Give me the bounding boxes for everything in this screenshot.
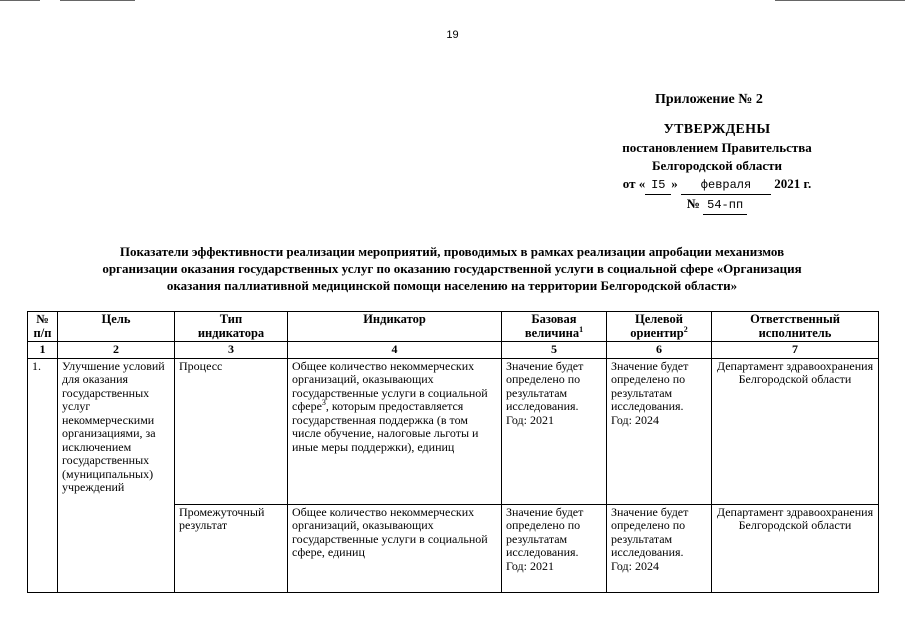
column-number: 1 — [28, 342, 58, 359]
row-indicator: Общее количество некоммерческих организаций, оказывающих государственные услуги в социальной сфере$^3$, которым предоставляется государственная поддержка (в том числе обучение, налоговые льготы и иные меры поддержки), единиц — [288, 358, 502, 504]
column-number: 4 — [288, 342, 502, 359]
column-number: 6 — [607, 342, 712, 359]
approval-title: УТВЕРЖДЕНЫ — [663, 122, 771, 137]
date-mid: » — [671, 176, 678, 191]
row-type: Процесс — [175, 358, 288, 504]
document-number: 54-пп — [703, 196, 747, 215]
row-target: Значение будет определено по результатам исследования. Год: 2024 — [607, 358, 712, 504]
header-type: Тип индикатора — [175, 312, 288, 342]
approval-number — [597, 195, 837, 215]
row-executor: Департамент здравоохранения Белгородской области — [712, 358, 879, 504]
row-executor: Департамент здравоохранения Белгородской области — [712, 504, 879, 592]
appendix-label: Приложение № 2 — [655, 92, 763, 107]
approval-date — [597, 175, 837, 195]
column-number: 7 — [712, 342, 879, 359]
header-goal: Цель — [58, 312, 175, 342]
title-line-1: Показатели эффективности реализации мероприятий, проводимых в рамках реализации апробации механизмов — [119, 244, 785, 259]
row-number: 1. — [28, 358, 58, 592]
scan-edge-line — [775, 0, 905, 1]
row-indicator: Общее количество некоммерческих организаций, оказывающих государственные услуги в социальной сфере, единиц — [288, 504, 502, 592]
column-number: 5 — [502, 342, 607, 359]
row-type: Промежуточный результат — [175, 504, 288, 592]
title-line-2: организации оказания государственных услуг по оказанию государственной услуги в социальной сфере «Организация — [102, 261, 802, 276]
column-number-row — [28, 342, 879, 359]
footnote-mark: 3 — [321, 398, 326, 407]
row-target: Значение будет определено по результатам исследования. Год: 2024 — [607, 504, 712, 592]
header-indicator: Индикатор — [288, 312, 502, 342]
scan-edge-line — [0, 0, 40, 1]
document-title — [22, 243, 882, 294]
approval-line-1: постановлением Правительства — [622, 140, 812, 155]
header-executor: Ответственный исполнитель — [712, 312, 879, 342]
date-prefix: от « — [622, 176, 646, 191]
date-month: февраля — [681, 176, 771, 195]
row-base-value: Значение будет определено по результатам исследования. Год: 2021 — [502, 504, 607, 592]
row-goal: Улучшение условий для оказания государственных услуг некоммерческими организациями, за исключением государственных (муниципальных) учреждений — [58, 358, 175, 592]
scan-edge-line — [60, 0, 135, 1]
column-number: 2 — [58, 342, 175, 359]
header-base-value: Базовая величина$^1$ — [502, 312, 607, 342]
title-line-3: оказания паллиативной медицинской помощи населению на территории Белгородской области» — [166, 278, 738, 293]
approval-block — [597, 121, 837, 215]
table-header-row — [28, 312, 879, 342]
footnote-mark: 1 — [579, 324, 584, 334]
indicators-table — [27, 311, 879, 593]
table-row — [28, 358, 879, 504]
page-number: 19 — [446, 29, 459, 41]
number-prefix: № — [686, 196, 700, 211]
column-number: 3 — [175, 342, 288, 359]
footnote-mark: 2 — [683, 324, 688, 334]
date-day: I5 — [645, 176, 671, 195]
approval-line-2: Белгородской области — [651, 158, 783, 173]
header-num: № п/п — [28, 312, 58, 342]
row-base-value: Значение будет определено по результатам исследования. Год: 2021 — [502, 358, 607, 504]
date-year: 2021 г. — [774, 176, 812, 191]
header-target: Целевой ориентир$^2$ — [607, 312, 712, 342]
